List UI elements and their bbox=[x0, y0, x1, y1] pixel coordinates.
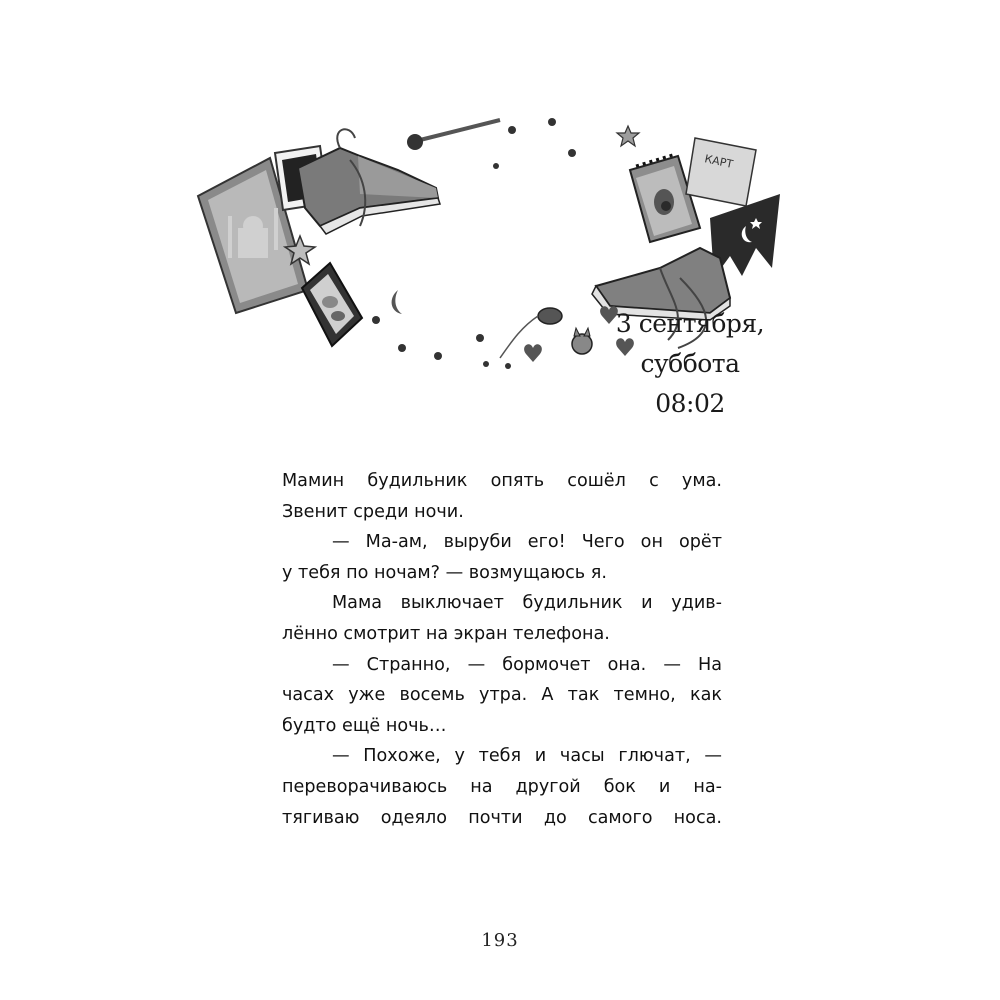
chapter-date: 3 сентября, bbox=[615, 309, 765, 338]
card-label: КАРТ bbox=[703, 152, 735, 171]
text-line: лённо смотрит на экран телефона. bbox=[282, 623, 610, 644]
text-line: Мамин будильник опять сошёл с ума. bbox=[282, 471, 722, 491]
phone-icon bbox=[302, 263, 362, 346]
moon-icon bbox=[392, 290, 402, 314]
paw-icon bbox=[372, 118, 576, 369]
text-line: будто ещё ночь… bbox=[282, 715, 447, 736]
text-line: — Похоже, у тебя и часы глючат, — bbox=[332, 746, 722, 767]
chapter-date-block bbox=[575, 304, 805, 424]
text-line: часах уже восемь утра. А так темно, как bbox=[282, 685, 722, 706]
text-line: — Странно, — бормочет она. — На bbox=[332, 654, 722, 675]
chapter-header-illustration bbox=[190, 108, 810, 418]
chapter-weekday: суббота bbox=[640, 349, 740, 378]
page-number: 193 bbox=[481, 930, 519, 951]
text-line: — Ма-ам, выруби его! Чего он орёт bbox=[332, 532, 722, 553]
text-line: Мама выключает будильник и удив- bbox=[332, 593, 722, 614]
text-line: Звенит среди ночи. bbox=[282, 501, 464, 522]
chapter-time: 08:02 bbox=[655, 389, 725, 418]
text-line: переворачиваюсь на другой бок и на- bbox=[282, 776, 722, 797]
pencil-icon bbox=[407, 120, 500, 150]
text-line: у тебя по ночам? — возмущаюсь я. bbox=[282, 562, 607, 583]
text-line: тягиваю одеяло почти до самого носа. bbox=[282, 807, 722, 828]
notebook-icon bbox=[630, 154, 700, 242]
card-label-card bbox=[686, 138, 756, 206]
story-text bbox=[282, 466, 722, 833]
